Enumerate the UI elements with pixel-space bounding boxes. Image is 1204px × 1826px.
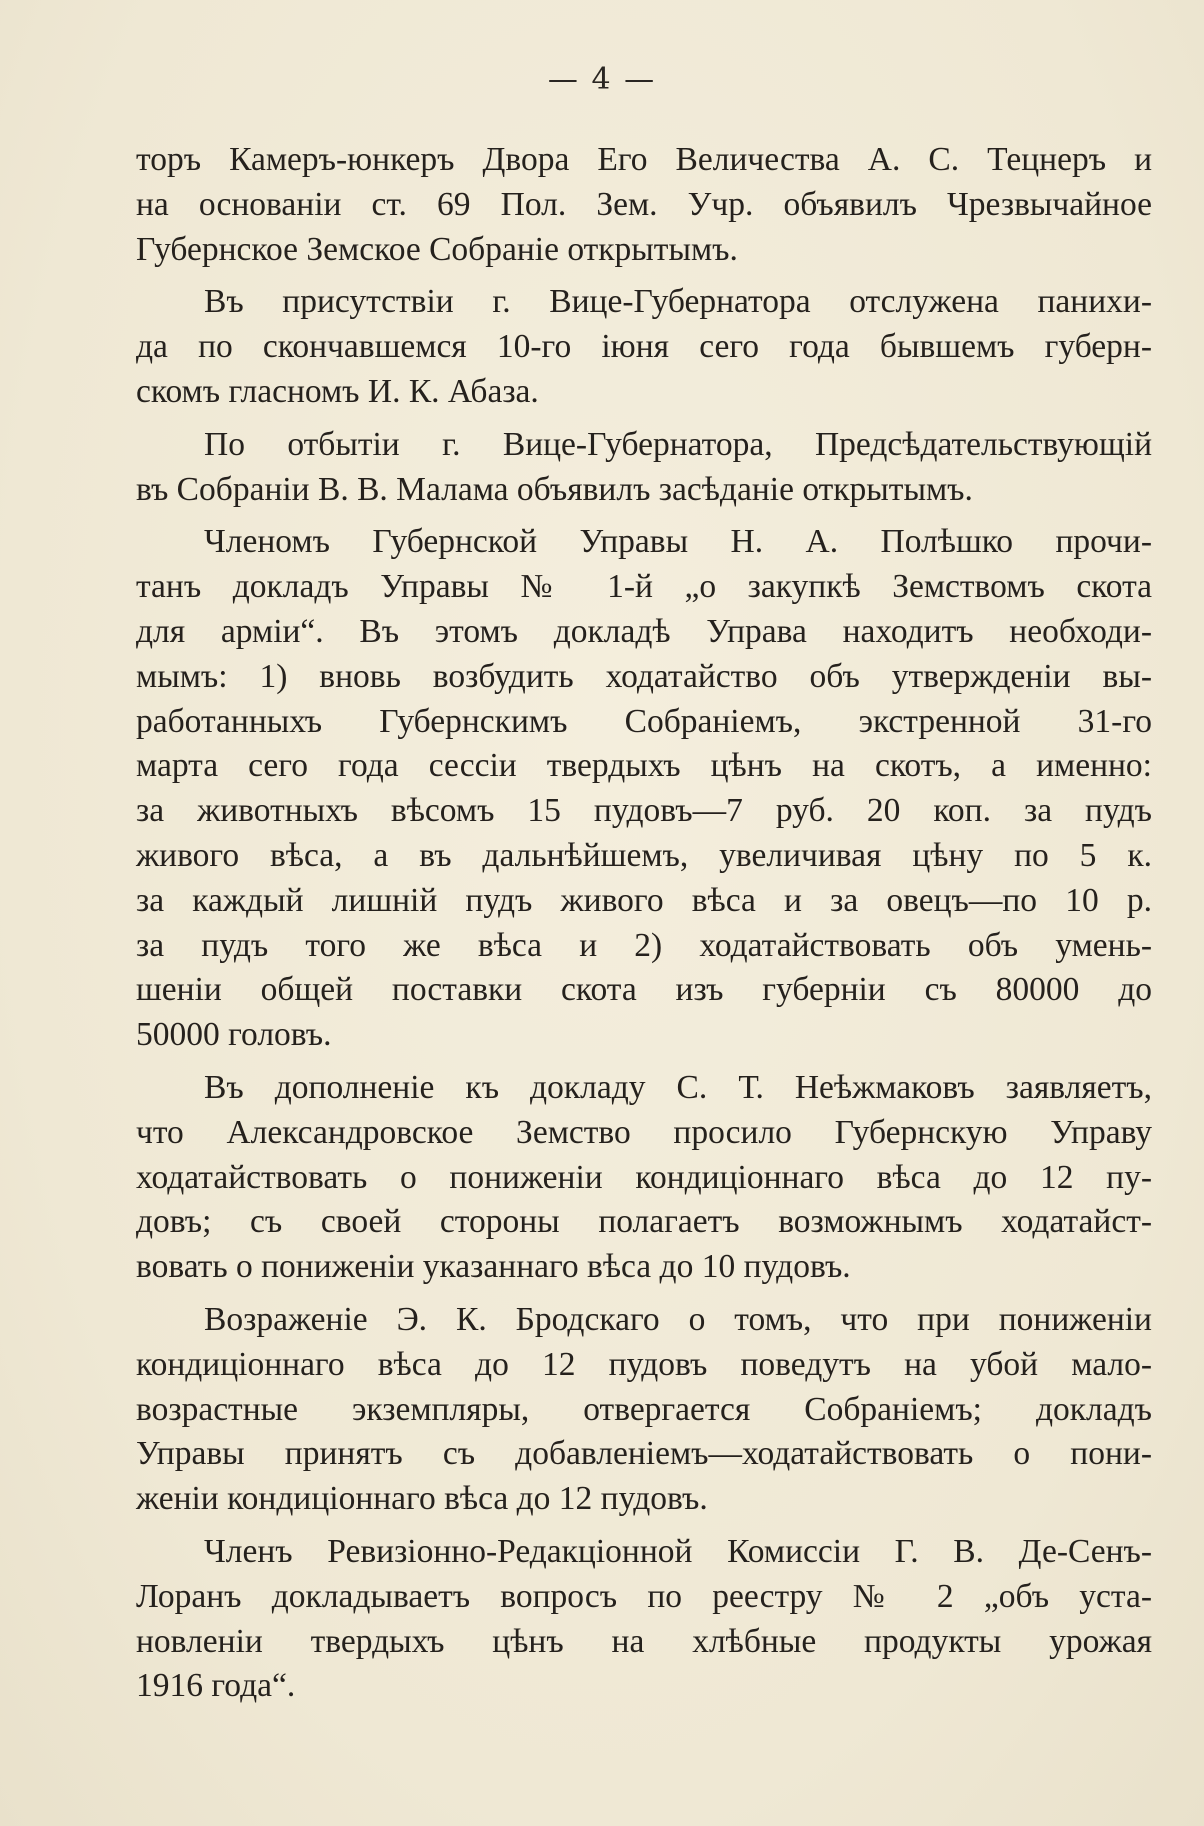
text-line: что Александровское Земство просило Губернскую Управу xyxy=(136,1113,1152,1151)
text-line: марта сего года сессiи твердыхъ цѣнъ на скотъ, а именно: xyxy=(136,747,1152,785)
text-line: кондицiоннаго вѣса до 12 пудовъ поведутъ на убой мало- xyxy=(136,1345,1152,1383)
paragraph xyxy=(136,423,1152,513)
paragraph xyxy=(136,1530,1152,1709)
text-line: ходатайствовать о пониженiи кондицiоннаго вѣса до 12 пу- xyxy=(136,1158,1152,1196)
text-line: Членъ Ревизiонно-Редакцiонной Комиссiи Г. В. Де-Сенъ- xyxy=(204,1532,1152,1570)
paragraph xyxy=(136,138,1152,272)
text-line: По отбытiи г. Вице-Губернатора, Предсѣдательствующiй xyxy=(204,425,1152,463)
text-line: за каждый лишнiй пудъ живого вѣса и за овецъ—по 10 р. xyxy=(136,881,1152,919)
text-line: за пудъ того же вѣса и 2) ходатайствовать объ умень- xyxy=(136,926,1152,964)
text-line: для арміи“. Въ этомъ докладѣ Управа находитъ необходи- xyxy=(136,612,1152,650)
page-number: — 4 — xyxy=(547,62,657,97)
text-line: возрастные экземпляры, отвергается Собранiемъ; докладъ xyxy=(136,1390,1152,1428)
text-line: торъ Камеръ-юнкеръ Двора Его Величества А. С. Тецнеръ и xyxy=(136,141,1152,178)
text-line: довъ; съ своей стороны полагаетъ возможнымъ ходатайст- xyxy=(136,1203,1152,1241)
text-line: новленiи твердыхъ цѣнъ на хлѣбные продукты урожая xyxy=(136,1622,1152,1660)
paragraph xyxy=(136,1066,1152,1290)
text-line: 50000 головъ. xyxy=(136,1016,332,1054)
text-line: мымъ: 1) вновь возбудить ходатайство объ утвержденiи вы- xyxy=(136,657,1152,695)
text-line: на основанiи ст. 69 Пол. Зем. Учр. объявилъ Чрезвычайное xyxy=(136,185,1152,223)
text-line: вовать о пониженiи указаннаго вѣса до 10 пудовъ. xyxy=(136,1248,851,1286)
text-line: Лоранъ докладываетъ вопросъ по реестру № 2 „объ уста- xyxy=(136,1577,1152,1615)
paragraph xyxy=(136,520,1152,1058)
text-line: Въ присутствiи г. Вице-Губернатора отслужена панихи- xyxy=(204,283,1152,321)
text-line: танъ докладъ Управы № 1-й „о закупкѣ Земствомъ скота xyxy=(136,568,1152,606)
text-line: за животныхъ вѣсомъ 15 пудовъ—7 руб. 20 коп. за пудъ xyxy=(136,792,1152,830)
paragraph xyxy=(136,280,1152,414)
text-line: Членомъ Губернской Управы Н. А. Полѣшко прочи- xyxy=(204,523,1152,561)
page-text xyxy=(136,138,1152,1717)
text-line: Управы принятъ съ добавленiемъ—ходатайствовать о пони- xyxy=(136,1435,1152,1473)
text-line: скомъ гласномъ И. К. Абаза. xyxy=(136,372,539,410)
text-line: работанныхъ Губернскимъ Собранiемъ, экстренной 31-го xyxy=(136,702,1152,740)
text-line: Губернское Земское Собранiе открытымъ. xyxy=(136,230,738,268)
text-line: въ Собранiи В. В. Малама объявилъ засѣданiе открытымъ. xyxy=(136,470,973,508)
text-line: шенiи общей поставки скота изъ губернiи съ 80000 до xyxy=(136,971,1152,1009)
text-line: живого вѣса, а въ дальнѣйшемъ, увеличивая цѣну по 5 к. xyxy=(136,836,1152,874)
text-line: женiи кондицiоннаго вѣса до 12 пудовъ. xyxy=(136,1480,708,1518)
text-line: Возраженiе Э. К. Бродскаго о томъ, что при пониженiи xyxy=(204,1300,1152,1338)
paragraph xyxy=(136,1298,1152,1522)
text-line: 1916 года“. xyxy=(136,1667,296,1705)
text-line: Въ дополненiе къ докладу С. Т. Неѣжмаковъ заявляетъ, xyxy=(204,1068,1152,1106)
text-line: да по скончавшемся 10-го iюня сего года бывшемъ губерн- xyxy=(136,328,1152,366)
